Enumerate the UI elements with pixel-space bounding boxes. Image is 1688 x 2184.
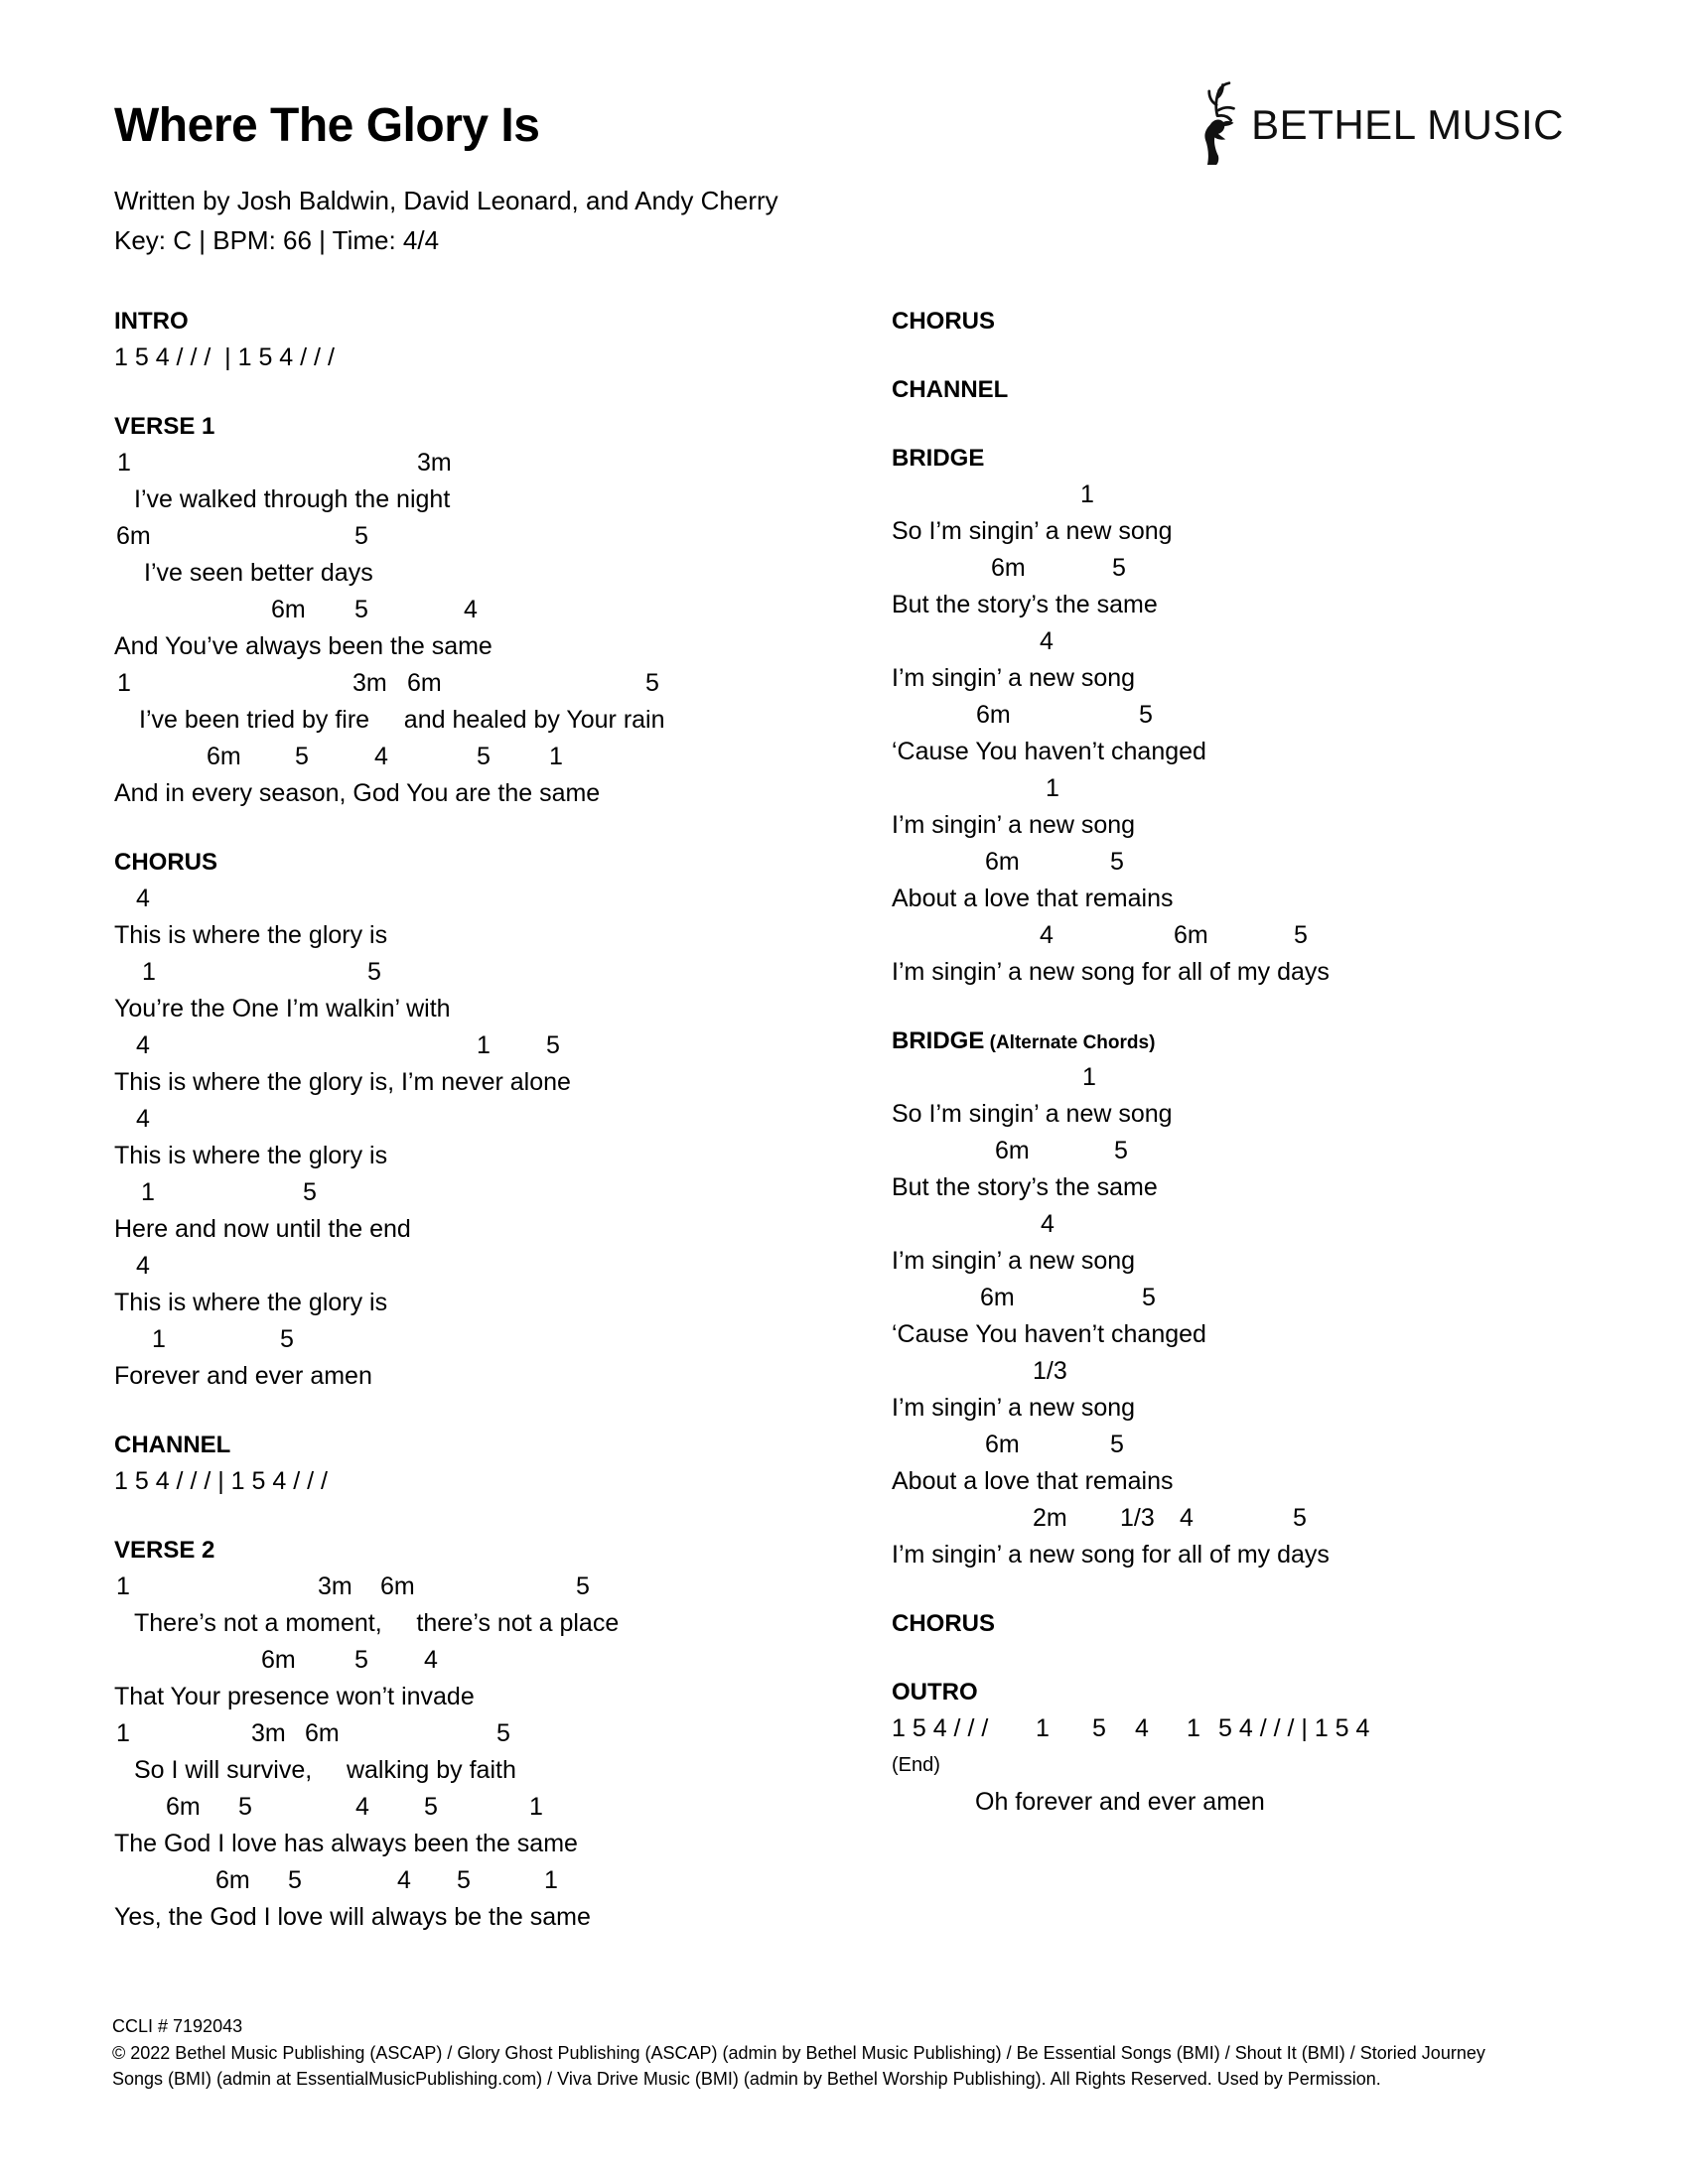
- chords-line: [892, 1427, 1579, 1463]
- section-intro: [114, 303, 892, 376]
- lyric-line: I’m singin’ a new song: [892, 811, 1136, 839]
- chord: 5: [280, 1325, 294, 1353]
- chords-line: [114, 445, 892, 481]
- chord: 6m: [980, 1284, 1015, 1311]
- section-heading-suffix: (Alternate Chords): [984, 1032, 1156, 1053]
- chord: 1: [477, 1031, 491, 1059]
- section-heading-label: CHANNEL: [892, 376, 1009, 403]
- chord: 1: [152, 1325, 166, 1353]
- section-heading-label: BRIDGE: [892, 1027, 985, 1054]
- lyric-line: I’m singin’ a new song for all of my days: [892, 958, 1330, 986]
- chords-line: [114, 1463, 892, 1500]
- chord: 4: [464, 596, 478, 623]
- chords-line: [892, 844, 1579, 881]
- chords-line: [892, 623, 1579, 660]
- chord: 4: [397, 1866, 411, 1894]
- lyric-line: ‘Cause You haven’t changed: [892, 738, 1206, 765]
- chord: 5: [288, 1866, 302, 1894]
- chords-line: [114, 1569, 892, 1605]
- chords-line: [114, 665, 892, 702]
- lyric-line: I’ve walked through the night: [134, 485, 451, 513]
- section-heading-label: OUTRO: [892, 1679, 978, 1706]
- chord: 1/3: [1033, 1357, 1067, 1385]
- chord: 1: [142, 958, 156, 986]
- chord: 6m: [985, 1431, 1020, 1458]
- chord: 6m: [976, 701, 1011, 729]
- chords-line: [114, 881, 892, 917]
- chord: 6m: [407, 669, 442, 697]
- section-chorus: [892, 1605, 1579, 1642]
- lyric-line: This is where the glory is: [114, 921, 388, 949]
- chord: 5: [367, 958, 381, 986]
- chords-line: [114, 954, 892, 991]
- chords-line: [114, 1027, 892, 1064]
- chord: 1: [1036, 1714, 1050, 1742]
- chord: 6m: [116, 522, 151, 550]
- chord: 6m: [985, 848, 1020, 876]
- lyric-line: But the story’s the same: [892, 591, 1158, 618]
- chord: 1: [544, 1866, 558, 1894]
- chord: 1: [529, 1793, 543, 1821]
- chords-line: [114, 1715, 892, 1752]
- chord: 5: [295, 743, 309, 770]
- section-heading: [114, 1427, 892, 1463]
- chords-line: [114, 1789, 892, 1826]
- chord: 5: [1110, 1431, 1124, 1458]
- song-body: [114, 303, 1579, 1968]
- lyric-line: The God I love has always been the same: [114, 1830, 578, 1857]
- chord: 1/3: [1120, 1504, 1155, 1532]
- note-line: (End): [892, 1754, 940, 1776]
- chord: 4: [1040, 627, 1054, 655]
- footer-ccli: CCLI # 7192043: [112, 2016, 243, 2036]
- chords-line: [114, 739, 892, 775]
- chord: 6m: [207, 743, 241, 770]
- lyric-line: And You’ve always been the same: [114, 632, 492, 660]
- section-verse-1: [114, 408, 892, 812]
- chord: 5: [477, 743, 491, 770]
- chord: 1 5 4 / / /: [892, 1714, 989, 1742]
- chord: 3m: [417, 449, 452, 477]
- section-bridge-alternate: [892, 1023, 1579, 1573]
- section-heading-label: CHORUS: [892, 1610, 996, 1637]
- chord: 1: [1082, 1063, 1096, 1091]
- chords-line: [114, 1862, 892, 1899]
- chord: 1: [141, 1178, 155, 1206]
- lyric-line: Oh forever and ever amen: [975, 1788, 1265, 1816]
- chords-line: [892, 1500, 1579, 1537]
- section-heading: [892, 1605, 1579, 1642]
- chord: 5: [457, 1866, 471, 1894]
- lyric-line: There’s not a moment, there’s not a place: [134, 1609, 620, 1637]
- chord: 1: [116, 1572, 130, 1600]
- section-heading: [892, 371, 1579, 408]
- section-heading-label: CHORUS: [114, 849, 218, 876]
- chords-line: [892, 1353, 1579, 1390]
- chord: 4: [136, 1252, 150, 1280]
- chords-line: [892, 917, 1579, 954]
- chord: 3m: [352, 669, 387, 697]
- left-column: [114, 303, 892, 1968]
- chords-line: [114, 340, 892, 376]
- chord: 1: [117, 449, 131, 477]
- footer: [112, 2013, 1587, 2092]
- lyric-line: Forever and ever amen: [114, 1362, 372, 1390]
- section-heading-label: CHANNEL: [114, 1432, 231, 1458]
- chord: 4: [1041, 1210, 1055, 1238]
- section-channel: [114, 1427, 892, 1500]
- lyric-line: Yes, the God I love will always be the same: [114, 1903, 591, 1931]
- section-heading: [892, 440, 1579, 477]
- section-heading-label: BRIDGE: [892, 445, 985, 472]
- chords-line: [114, 1101, 892, 1138]
- chord: 4: [1040, 921, 1054, 949]
- chord: 5: [546, 1031, 560, 1059]
- section-heading: [114, 303, 892, 340]
- chord: 5: [303, 1178, 317, 1206]
- chords-line: [892, 1059, 1579, 1096]
- lyric-line: I’m singin’ a new song: [892, 1394, 1136, 1422]
- lyric-line: About a love that remains: [892, 1467, 1174, 1495]
- section-heading-label: CHORUS: [892, 308, 996, 335]
- footer-copyright-line: Songs (BMI) (admin at EssentialMusicPublishing.com) / Viva Drive Music (BMI) (admin by Bethel Worship Publishing). All Rights Reserved. Used by Permission.: [112, 2069, 1381, 2089]
- chord: 6m: [271, 596, 306, 623]
- chords-line: [114, 1248, 892, 1285]
- chord: 5: [1114, 1137, 1128, 1164]
- stag-deer-icon: [1194, 79, 1241, 170]
- section-chorus: [114, 844, 892, 1395]
- chord: 6m: [1174, 921, 1208, 949]
- chord: 6m: [166, 1793, 201, 1821]
- chord: 6m: [995, 1137, 1030, 1164]
- chord: 4: [424, 1646, 438, 1674]
- footer-copyright-line: © 2022 Bethel Music Publishing (ASCAP) / Glory Ghost Publishing (ASCAP) (admin by Bethel Music Publishing) / Be Essential Songs (BMI) / Shout It (BMI) / Storied Journey: [112, 2043, 1485, 2063]
- chord: 1: [1080, 480, 1094, 508]
- section-heading-label: VERSE 1: [114, 413, 215, 440]
- song-title: Where The Glory Is: [114, 99, 540, 152]
- lyric-line: I’m singin’ a new song: [892, 1247, 1136, 1275]
- chord: 5: [238, 1793, 252, 1821]
- lyric-line: I’m singin’ a new song: [892, 664, 1136, 692]
- chord: 4: [136, 885, 150, 912]
- chord: 4: [136, 1105, 150, 1133]
- section-heading-label: INTRO: [114, 308, 189, 335]
- chord: 4: [136, 1031, 150, 1059]
- chords-line: [892, 1206, 1579, 1243]
- chord: 6m: [215, 1866, 250, 1894]
- lyric-line: So I’m singin’ a new song: [892, 517, 1173, 545]
- chord: 5: [354, 522, 368, 550]
- lyric-line: I’m singin’ a new song for all of my days: [892, 1541, 1330, 1569]
- chord: 1 5 4 / / / | 1 5 4 / / /: [114, 1467, 328, 1495]
- title-block: [114, 97, 778, 260]
- chord: 5: [1293, 1504, 1307, 1532]
- chords-line: [114, 518, 892, 555]
- chords-line: [892, 1280, 1579, 1316]
- section-chorus: [892, 303, 1579, 340]
- section-bridge: [892, 440, 1579, 991]
- brand-name: BETHEL MUSIC: [1251, 100, 1564, 148]
- chord: 5: [1142, 1284, 1156, 1311]
- chord: 3m: [251, 1719, 286, 1747]
- lyric-line: You’re the One I’m walkin’ with: [114, 995, 451, 1023]
- chord: 1: [1187, 1714, 1200, 1742]
- lyric-line: That Your presence won’t invade: [114, 1683, 475, 1710]
- section-outro: [892, 1674, 1579, 1821]
- section-verse-2: [114, 1532, 892, 1936]
- chord: 5 4 / / / | 1 5 4: [1218, 1714, 1370, 1742]
- chords-line: [892, 770, 1579, 807]
- chord: 4: [374, 743, 388, 770]
- chord: 5: [1112, 554, 1126, 582]
- lyric-line: This is where the glory is: [114, 1289, 388, 1316]
- chords-line: [892, 1710, 1579, 1747]
- chord: 4: [1180, 1504, 1194, 1532]
- section-heading: [892, 1023, 1579, 1059]
- chord: 1: [1046, 774, 1059, 802]
- section-heading: [892, 1674, 1579, 1710]
- lyric-line: But the story’s the same: [892, 1173, 1158, 1201]
- chord: 6m: [991, 554, 1026, 582]
- chord: 1: [117, 669, 131, 697]
- lyric-line: This is where the glory is: [114, 1142, 388, 1169]
- chord: 5: [645, 669, 659, 697]
- chord: 5: [576, 1572, 590, 1600]
- chord: 5: [1110, 848, 1124, 876]
- chords-line: [114, 592, 892, 628]
- chord: 5: [1294, 921, 1308, 949]
- lyric-line: And in every season, God You are the same: [114, 779, 601, 807]
- chord: 5: [354, 1646, 368, 1674]
- chords-line: [114, 1642, 892, 1679]
- chord: 3m: [318, 1572, 352, 1600]
- chord: 5: [354, 596, 368, 623]
- chord: 4: [355, 1793, 369, 1821]
- section-heading-label: VERSE 2: [114, 1537, 215, 1564]
- lyric-line: ‘Cause You haven’t changed: [892, 1320, 1206, 1348]
- right-column: [892, 303, 1579, 1968]
- section-heading: [114, 408, 892, 445]
- chord: 6m: [261, 1646, 296, 1674]
- chord: 5: [1092, 1714, 1106, 1742]
- section-heading: [114, 1532, 892, 1569]
- section-heading: [892, 303, 1579, 340]
- section-heading: [114, 844, 892, 881]
- lyric-line: Here and now until the end: [114, 1215, 411, 1243]
- lyric-line: So I’m singin’ a new song: [892, 1100, 1173, 1128]
- lyric-line: I’ve been tried by fire and healed by Your rain: [139, 706, 665, 734]
- chord: 5: [496, 1719, 510, 1747]
- chord: 2m: [1033, 1504, 1067, 1532]
- lyric-line: I’ve seen better days: [144, 559, 373, 587]
- section-channel: [892, 371, 1579, 408]
- chord: 4: [1135, 1714, 1149, 1742]
- chord: 1: [116, 1719, 130, 1747]
- chords-line: [114, 1174, 892, 1211]
- chords-line: [892, 477, 1579, 513]
- chord: 5: [424, 1793, 438, 1821]
- chords-line: [892, 550, 1579, 587]
- chord: 1 5 4 / / / | 1 5 4 / / /: [114, 343, 335, 371]
- chords-line: [114, 1321, 892, 1358]
- chord: 1: [549, 743, 563, 770]
- chord: 6m: [380, 1572, 415, 1600]
- brand-logo: [1194, 79, 1564, 170]
- chords-line: [892, 1133, 1579, 1169]
- lyric-line: About a love that remains: [892, 885, 1174, 912]
- chord: 5: [1139, 701, 1153, 729]
- chords-line: [892, 697, 1579, 734]
- lyric-line: So I will survive, walking by faith: [134, 1756, 516, 1784]
- chord: 6m: [305, 1719, 340, 1747]
- key-meta: Key: C | BPM: 66 | Time: 4/4: [114, 225, 440, 255]
- lyric-line: This is where the glory is, I’m never alone: [114, 1068, 571, 1096]
- byline: Written by Josh Baldwin, David Leonard, and Andy Cherry: [114, 186, 778, 215]
